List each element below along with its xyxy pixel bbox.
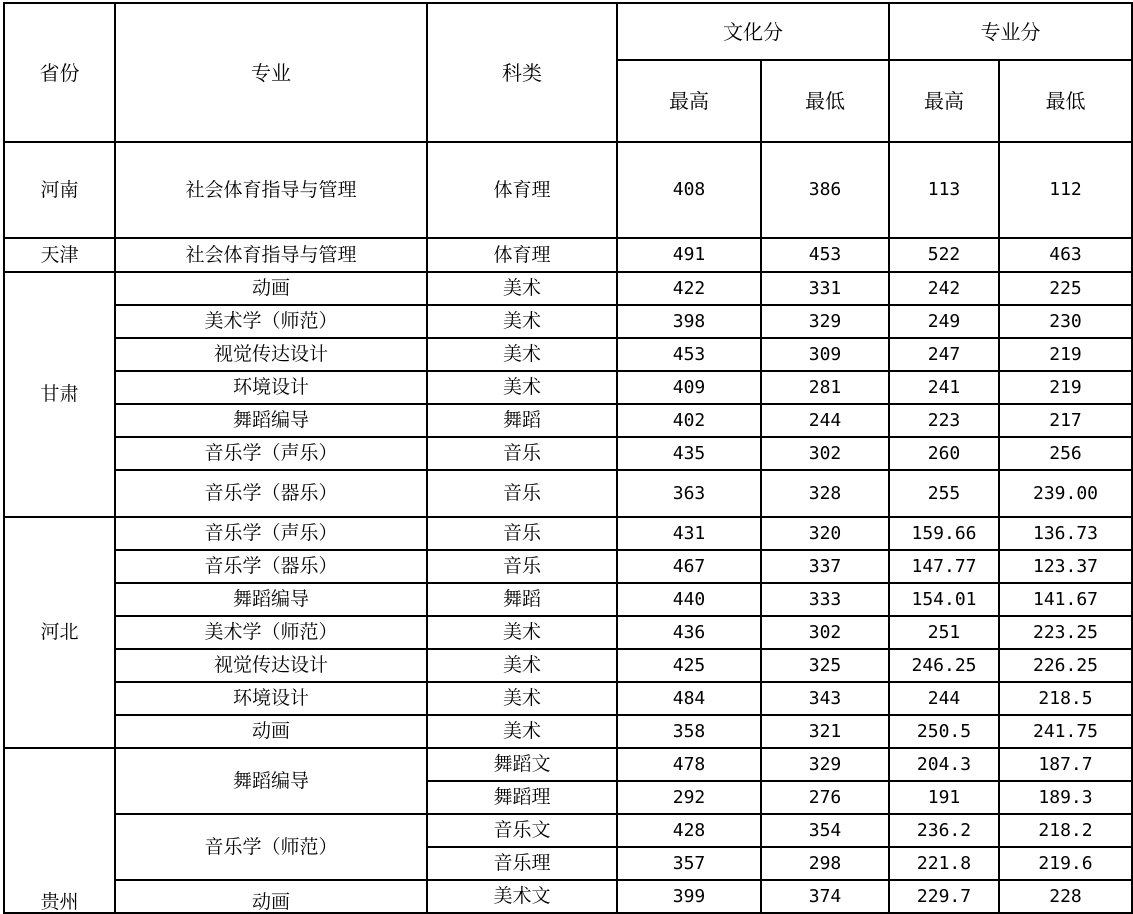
major-cell: 音乐学（声乐） (115, 517, 427, 550)
professional-min-cell: 463 (999, 238, 1132, 272)
culture-min-cell: 302 (761, 616, 889, 649)
province-cell: 河南 (4, 142, 115, 238)
culture-max-cell: 478 (617, 748, 761, 781)
culture-min-cell: 333 (761, 583, 889, 616)
professional-max-cell: 221.8 (889, 847, 999, 880)
category-cell: 美术 (427, 682, 617, 715)
category-cell: 音乐理 (427, 847, 617, 880)
province-cell: 贵州 (4, 748, 115, 913)
major-cell: 视觉传达设计 (115, 338, 427, 371)
culture-max-cell: 435 (617, 437, 761, 470)
culture-max-cell: 491 (617, 238, 761, 272)
culture-min-cell: 329 (761, 305, 889, 338)
culture-max-cell: 357 (617, 847, 761, 880)
culture-min-cell: 309 (761, 338, 889, 371)
category-cell: 音乐文 (427, 814, 617, 847)
major-cell: 视觉传达设计 (115, 649, 427, 682)
professional-max-cell: 251 (889, 616, 999, 649)
major-cell: 美术学（师范） (115, 305, 427, 338)
professional-max-cell: 242 (889, 272, 999, 305)
culture-max-cell: 431 (617, 517, 761, 550)
culture-max-cell: 436 (617, 616, 761, 649)
professional-max-cell: 147.77 (889, 550, 999, 583)
professional-max-cell: 159.66 (889, 517, 999, 550)
category-cell: 美术 (427, 649, 617, 682)
header-culture-score: 文化分 (617, 3, 889, 60)
major-cell: 音乐学（器乐） (115, 550, 427, 583)
professional-min-cell: 123.37 (999, 550, 1132, 583)
culture-max-cell: 422 (617, 272, 761, 305)
culture-min-cell: 337 (761, 550, 889, 583)
table-row (4, 649, 1132, 682)
category-cell: 音乐 (427, 437, 617, 470)
culture-min-cell: 321 (761, 715, 889, 748)
professional-min-cell: 136.73 (999, 517, 1132, 550)
culture-min-cell: 354 (761, 814, 889, 847)
professional-min-cell: 223.25 (999, 616, 1132, 649)
header-professional-max: 最高 (889, 60, 999, 142)
professional-max-cell: 246.25 (889, 649, 999, 682)
professional-min-cell: 189.3 (999, 781, 1132, 814)
major-cell: 舞蹈编导 (115, 748, 427, 814)
table-row (4, 583, 1132, 616)
category-cell: 美术 (427, 272, 617, 305)
table-row (4, 880, 1132, 913)
professional-min-cell: 241.75 (999, 715, 1132, 748)
table-row (4, 517, 1132, 550)
major-cell: 音乐学（声乐） (115, 437, 427, 470)
professional-min-cell: 256 (999, 437, 1132, 470)
culture-min-cell: 329 (761, 748, 889, 781)
admission-score-table (3, 2, 1133, 914)
culture-min-cell: 298 (761, 847, 889, 880)
header-professional-score: 专业分 (889, 3, 1132, 60)
header-culture-max: 最高 (617, 60, 761, 142)
culture-min-cell: 374 (761, 880, 889, 913)
header-category: 科类 (427, 3, 617, 142)
table-row (4, 550, 1132, 583)
culture-min-cell: 453 (761, 238, 889, 272)
category-cell: 美术 (427, 715, 617, 748)
category-cell: 体育理 (427, 238, 617, 272)
category-cell: 舞蹈文 (427, 748, 617, 781)
table-row (4, 142, 1132, 238)
table-row (4, 748, 1132, 781)
professional-max-cell: 244 (889, 682, 999, 715)
province-cell: 天津 (4, 238, 115, 272)
professional-max-cell: 191 (889, 781, 999, 814)
culture-max-cell: 399 (617, 880, 761, 913)
category-cell: 美术 (427, 305, 617, 338)
table-row (4, 371, 1132, 404)
header-professional-min: 最低 (999, 60, 1132, 142)
professional-max-cell: 255 (889, 470, 999, 517)
major-cell: 动画 (115, 880, 427, 913)
major-cell: 音乐学（器乐） (115, 470, 427, 517)
table-row (4, 272, 1132, 305)
culture-min-cell: 320 (761, 517, 889, 550)
province-cell: 河北 (4, 517, 115, 748)
professional-min-cell: 219.6 (999, 847, 1132, 880)
header-row-1 (4, 3, 1132, 60)
table-row (4, 437, 1132, 470)
culture-max-cell: 292 (617, 781, 761, 814)
culture-min-cell: 276 (761, 781, 889, 814)
category-cell: 美术 (427, 338, 617, 371)
table-row (4, 305, 1132, 338)
culture-min-cell: 302 (761, 437, 889, 470)
professional-max-cell: 113 (889, 142, 999, 238)
professional-min-cell: 225 (999, 272, 1132, 305)
professional-max-cell: 247 (889, 338, 999, 371)
culture-min-cell: 331 (761, 272, 889, 305)
culture-min-cell: 328 (761, 470, 889, 517)
major-cell: 音乐学（师范） (115, 814, 427, 880)
major-cell: 动画 (115, 715, 427, 748)
culture-max-cell: 453 (617, 338, 761, 371)
professional-max-cell: 241 (889, 371, 999, 404)
category-cell: 舞蹈 (427, 583, 617, 616)
culture-max-cell: 358 (617, 715, 761, 748)
culture-min-cell: 386 (761, 142, 889, 238)
category-cell: 美术文 (427, 880, 617, 913)
culture-max-cell: 398 (617, 305, 761, 338)
major-cell: 环境设计 (115, 371, 427, 404)
culture-max-cell: 363 (617, 470, 761, 517)
professional-min-cell: 187.7 (999, 748, 1132, 781)
culture-min-cell: 281 (761, 371, 889, 404)
culture-max-cell: 425 (617, 649, 761, 682)
professional-min-cell: 218.5 (999, 682, 1132, 715)
header-culture-min: 最低 (761, 60, 889, 142)
culture-max-cell: 402 (617, 404, 761, 437)
province-cell: 甘肃 (4, 272, 115, 517)
header-major: 专业 (115, 3, 427, 142)
professional-max-cell: 249 (889, 305, 999, 338)
culture-max-cell: 467 (617, 550, 761, 583)
professional-max-cell: 154.01 (889, 583, 999, 616)
professional-min-cell: 218.2 (999, 814, 1132, 847)
professional-max-cell: 229.7 (889, 880, 999, 913)
major-cell: 社会体育指导与管理 (115, 142, 427, 238)
table-row (4, 238, 1132, 272)
major-cell: 环境设计 (115, 682, 427, 715)
professional-min-cell: 239.00 (999, 470, 1132, 517)
culture-max-cell: 408 (617, 142, 761, 238)
professional-max-cell: 204.3 (889, 748, 999, 781)
professional-min-cell: 112 (999, 142, 1132, 238)
culture-max-cell: 440 (617, 583, 761, 616)
major-cell: 舞蹈编导 (115, 583, 427, 616)
professional-min-cell: 228 (999, 880, 1132, 913)
table-row (4, 616, 1132, 649)
table-row (4, 682, 1132, 715)
table-row (4, 715, 1132, 748)
major-cell: 舞蹈编导 (115, 404, 427, 437)
header-province: 省份 (4, 3, 115, 142)
professional-max-cell: 250.5 (889, 715, 999, 748)
culture-min-cell: 325 (761, 649, 889, 682)
table-row (4, 338, 1132, 371)
professional-min-cell: 217 (999, 404, 1132, 437)
professional-min-cell: 141.67 (999, 583, 1132, 616)
category-cell: 美术 (427, 616, 617, 649)
culture-max-cell: 409 (617, 371, 761, 404)
professional-min-cell: 226.25 (999, 649, 1132, 682)
major-cell: 动画 (115, 272, 427, 305)
category-cell: 美术 (427, 371, 617, 404)
professional-min-cell: 230 (999, 305, 1132, 338)
category-cell: 舞蹈理 (427, 781, 617, 814)
professional-max-cell: 260 (889, 437, 999, 470)
professional-min-cell: 219 (999, 338, 1132, 371)
major-cell: 社会体育指导与管理 (115, 238, 427, 272)
major-cell: 美术学（师范） (115, 616, 427, 649)
category-cell: 音乐 (427, 470, 617, 517)
table-row (4, 814, 1132, 847)
culture-min-cell: 244 (761, 404, 889, 437)
table-row (4, 470, 1132, 517)
professional-max-cell: 522 (889, 238, 999, 272)
category-cell: 体育理 (427, 142, 617, 238)
category-cell: 音乐 (427, 517, 617, 550)
culture-min-cell: 343 (761, 682, 889, 715)
category-cell: 舞蹈 (427, 404, 617, 437)
culture-max-cell: 484 (617, 682, 761, 715)
professional-max-cell: 236.2 (889, 814, 999, 847)
professional-max-cell: 223 (889, 404, 999, 437)
professional-min-cell: 219 (999, 371, 1132, 404)
table-row (4, 404, 1132, 437)
category-cell: 音乐 (427, 550, 617, 583)
culture-max-cell: 428 (617, 814, 761, 847)
